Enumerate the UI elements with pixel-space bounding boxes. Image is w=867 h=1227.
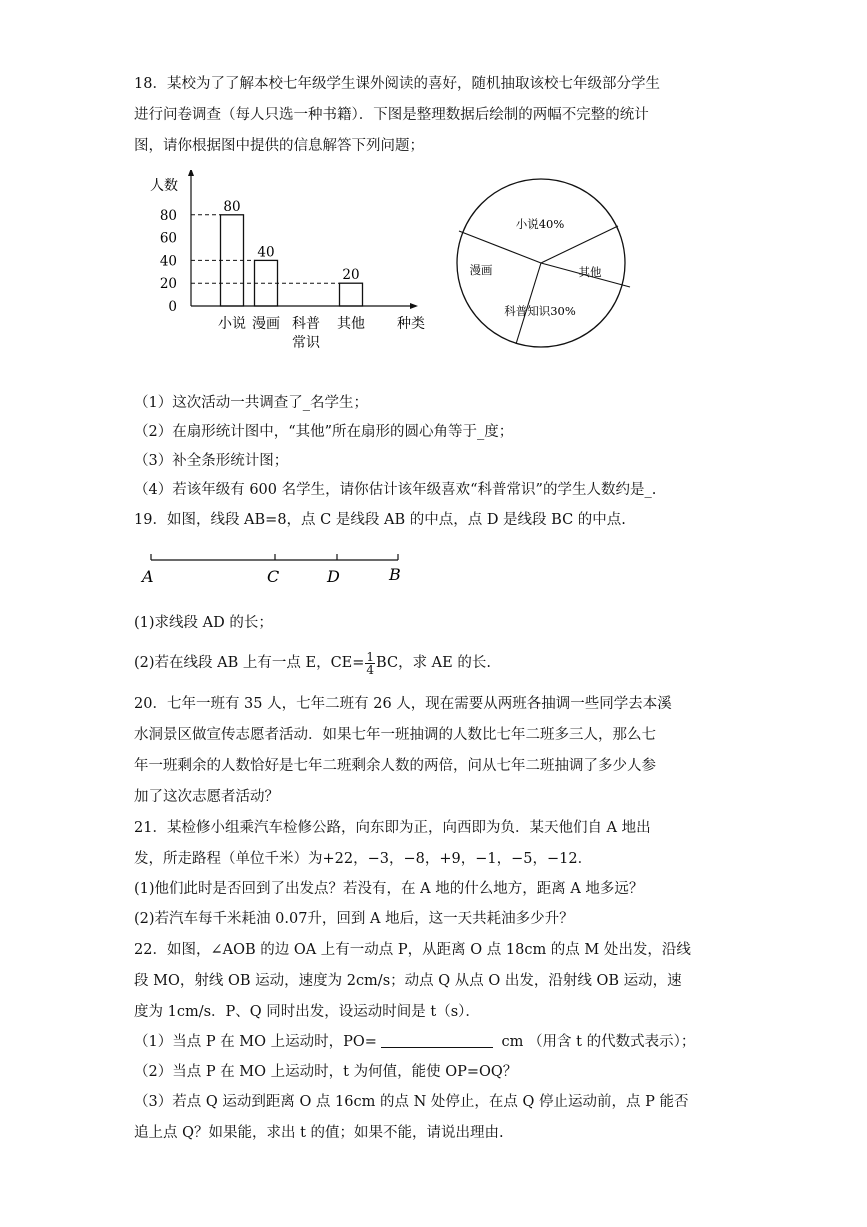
q19-part-1: (1)求线段 AD 的长； — [134, 615, 273, 631]
fraction-denominator: 4 — [366, 662, 375, 677]
bar-data-label: 40 — [257, 244, 275, 261]
pie-slice-label: 小说40% — [515, 217, 565, 231]
q19-part-2-after: BC，求 AE 的长. — [376, 655, 491, 671]
x-axis-title: 种类 — [397, 316, 425, 332]
x-tick-label: 其他 — [337, 316, 365, 332]
q22-line-3: 度为 1cm/s．P、Q 同时出发，设运动时间是 t（s）． — [134, 1004, 480, 1020]
q18-part-2: （2）在扇形统计图中，“其他”所在扇形的圆心角等于_度； — [134, 424, 514, 440]
q22-line-2: 段 MO，射线 OB 运动，速度为 2cm/s；动点 Q 从点 O 出发，沿射线 OB 运动，速 — [134, 973, 682, 989]
y-tick-label: 80 — [159, 207, 177, 224]
q18-part-3: （3）补全条形统计图； — [134, 453, 289, 469]
label-d: D — [327, 567, 340, 586]
q18-line-1: 18．某校为了了解本校七年级学生课外阅读的喜好，随机抽取该校七年级部分学生 — [134, 76, 660, 92]
q19-part-2-before: (2)若在线段 AB 上有一点 E，CE= — [134, 655, 365, 671]
label-c: C — [267, 567, 280, 586]
y-tick-label: 40 — [159, 253, 177, 270]
fraction-one-quarter — [365, 651, 375, 676]
pie-slice-boundary — [541, 226, 618, 263]
q22-part-2: （2）当点 P 在 MO 上运动时，t 为何值，能使 OP=OQ？ — [134, 1064, 518, 1080]
x-tick-label: 常识 — [292, 335, 320, 351]
y-tick-label: 0 — [168, 299, 177, 315]
q18-line-3: 图，请你根据图中提供的信息解答下列问题； — [134, 138, 424, 154]
pie-slice-boundary — [459, 231, 541, 263]
q18-line-2: 进行问卷调查（每人只选一种书籍）．下图是整理数据后绘制的两幅不完整的统计 — [134, 107, 649, 123]
q20-line-2: 水洞景区做宣传志愿者活动．如果七年一班抽调的人数比七年二班多三人，那么七 — [134, 727, 656, 743]
pie-slice-label: 漫画 — [469, 263, 493, 277]
q20-line-1: 20．七年一班有 35 人，七年二班有 26 人，现在需要从两班各抽调一些同学去本溪 — [134, 696, 672, 712]
q19-part-2 — [134, 650, 491, 676]
x-tick-label: 科普 — [292, 316, 320, 332]
q20-line-3: 年一班剩余的人数恰好是七年二班剩余人数的两倍，问从七年二班抽调了多少人参 — [134, 758, 656, 774]
q19-line-1: 19．如图，线段 AB=8，点 C 是线段 AB 的中点，点 D 是线段 BC 的中点. — [134, 512, 626, 528]
pie-chart — [448, 170, 634, 356]
y-tick-label: 20 — [159, 276, 177, 293]
y-tick-label: 60 — [159, 230, 177, 247]
bar-chart — [140, 170, 440, 360]
x-tick-label: 漫画 — [252, 316, 280, 332]
q21-line-2: 发，所走路程（单位千米）为+22，−3，−8，+9，−1，−5，−12． — [134, 851, 593, 867]
y-axis-arrow — [188, 170, 194, 176]
x-axis-arrow — [410, 303, 418, 309]
pie-slice-label: 其他 — [578, 265, 602, 279]
label-a: A — [142, 567, 154, 586]
q20-line-4: 加了这次志愿者活动？ — [134, 789, 279, 805]
q22-part-3-line-2: 追上点 Q？如果能，求出 t 的值；如果不能，请说出理由. — [134, 1125, 504, 1141]
label-b: B — [389, 565, 401, 584]
fraction-numerator: 1 — [366, 649, 375, 664]
q18-part-4: （4）若该年级有 600 名学生，请你估计该年级喜欢“科普常识”的学生人数约是_. — [134, 482, 657, 498]
pie-slice-label: 科普知识30% — [504, 304, 576, 318]
y-axis-title: 人数 — [150, 178, 178, 194]
q21-line-1: 21．某检修小组乘汽车检修公路，向东即为正，向西即为负．某天他们自 A 地出 — [134, 820, 651, 836]
q22-part-1-after: cm （用含 t 的代数式表示）； — [496, 1034, 696, 1050]
answer-blank — [381, 1033, 493, 1048]
q21-part-2: (2)若汽车每千米耗油 0.07升，回到 A 地后，这一天共耗油多少升？ — [134, 911, 574, 927]
segment-figure — [140, 548, 410, 588]
q22-part-3-line-1: （3）若点 Q 运动到距离 O 点 16cm 的点 N 处停止，在点 Q 停止运动前，点 P 能否 — [134, 1094, 689, 1110]
q18-part-1: （1）这次活动一共调查了_名学生； — [134, 395, 368, 411]
bar — [340, 283, 363, 306]
bar-data-label: 20 — [342, 267, 360, 284]
q22-part-1-before: （1）当点 P 在 MO 上运动时，PO= — [134, 1034, 377, 1050]
bar-data-label: 80 — [223, 198, 241, 215]
q22-part-1 — [134, 1032, 695, 1052]
q22-line-1: 22．如图，∠AOB 的边 OA 上有一动点 P，从距离 O 点 18cm 的点 M 处出发，沿线 — [134, 942, 691, 958]
q21-part-1: (1)他们此时是否回到了出发点？若没有，在 A 地的什么地方，距离 A 地多远？ — [134, 881, 644, 897]
x-tick-label: 小说 — [218, 316, 246, 332]
